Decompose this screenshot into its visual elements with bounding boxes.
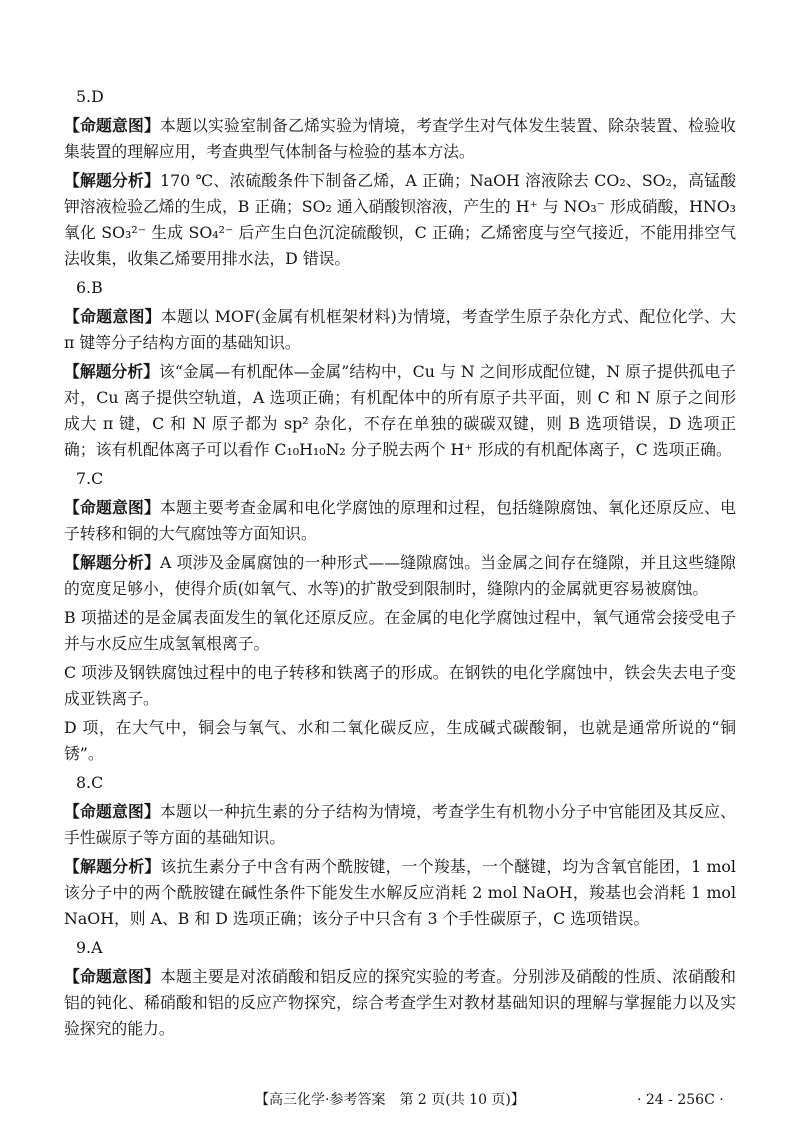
paragraph (64, 113, 736, 165)
question-number: 6.B (76, 278, 103, 297)
section-tag: 【命题意图】 (64, 307, 161, 326)
paragraph (64, 854, 736, 932)
section-tag: 【解题分析】 (64, 362, 159, 381)
paragraph-text: A 项涉及金属腐蚀的一种形式——缝隙腐蚀。当金属之间存在缝隙，并且这些缝隙的宽度足够小，使得介质(如氧气、水等)的扩散受到限制时，缝隙内的金属就更容易被腐蚀。 (64, 553, 736, 598)
section-tag: 【命题意图】 (64, 802, 161, 821)
answer-content (64, 84, 736, 1045)
section-tag: 【命题意图】 (64, 498, 161, 517)
paragraph (64, 550, 736, 602)
paragraph (64, 168, 736, 272)
paragraph (64, 715, 736, 767)
paragraph-text: 本题以 MOF(金属有机框架材料)为情境，考查学生原子杂化方式、配位化学、大 π 键等分子结构方面的基础知识。 (64, 307, 736, 352)
paragraph-text: 本题以实验室制备乙烯实验为情境，考查学生对气体发生装置、除杂装置、检验收集装置的理解应用，考查典型气体制备与检验的基本方法。 (64, 116, 736, 161)
section-tag: 【命题意图】 (64, 967, 161, 986)
paragraph (64, 660, 736, 712)
paragraph (64, 605, 736, 657)
paragraph (64, 799, 736, 851)
paragraph-text: 该抗生素分子中含有两个酰胺键，一个羧基，一个醚键，均为含氧官能团，1 mol 该分子中的两个酰胺键在碱性条件下能发生水解反应消耗 2 mol NaOH，羧基也会消耗 1 mol NaOH，则 A、B 和 D 选项正确；该分子中只含有 3 个手性碳原子，C 选项错误。 (64, 857, 736, 928)
paragraph-text: D 项，在大气中，铜会与氧气、水和二氧化碳反应，生成碱式碳酸铜，也就是通常所说的“铜锈”。 (64, 718, 736, 763)
paragraph (64, 964, 736, 1042)
question-number: 7.C (76, 469, 104, 488)
footer-page-info: 【高三化学·参考答案 第 2 页(共 10 页)】 (255, 1092, 525, 1108)
question-number: 9.A (76, 938, 103, 957)
paragraph-text: 该“金属—有机配体—金属”结构中，Cu 与 N 之间形成配位键，N 原子提供孤电子对，Cu 离子提供空轨道，A 选项正确；有机配体中的所有原子共平面，则 C 和 N 原子之间形成大 π 键，C 和 N 原子都为 sp² 杂化，不存在单独的碳碳双键，则 B 选项错误，D 选项正确；该有机配体离子可以看作 C₁₀H₁₀N₂ 分子脱去两个 H⁺ 形成的有机配体离子，C 选项正确。 (64, 362, 736, 459)
question-number: 8.C (76, 773, 104, 792)
paragraph-text: B 项描述的是金属表面发生的氧化还原反应。在金属的电化学腐蚀过程中，氧气通常会接受电子并与水反应生成氢氧根离子。 (64, 608, 736, 653)
paragraph-text: C 项涉及钢铁腐蚀过程中的电子转移和铁离子的形成。在钢铁的电化学腐蚀中，铁会失去电子变成亚铁离子。 (64, 663, 736, 708)
section-tag: 【命题意图】 (64, 116, 161, 135)
paragraph (64, 304, 736, 356)
section-tag: 【解题分析】 (64, 857, 161, 876)
section-tag: 【解题分析】 (64, 553, 160, 572)
question-number: 5.D (76, 87, 104, 106)
footer-paper-code: · 24 - 256C · (637, 1092, 724, 1108)
paragraph (64, 359, 736, 463)
paragraph-text: 170 ℃、浓硫酸条件下制备乙烯，A 正确；NaOH 溶液除去 CO₂、SO₂，高锰酸钾溶液检验乙烯的生成，B 正确；SO₂ 通入硝酸钡溶液，产生的 H⁺ 与 NO₃⁻ 形成硝酸，HNO₃ 氧化 SO₃²⁻ 生成 SO₄²⁻ 后产生白色沉淀硫酸钡，C 正确；乙烯密度与空气接近，不能用排空气法收集，收集乙烯要用排水法，D 错误。 (64, 171, 736, 268)
paragraph-text: 本题主要是对浓硝酸和铝反应的探究实验的考查。分别涉及硝酸的性质、浓硝酸和铝的钝化、稀硝酸和铝的反应产物探究，综合考查学生对教材基础知识的理解与掌握能力以及实验探究的能力。 (64, 967, 736, 1038)
section-tag: 【解题分析】 (64, 171, 161, 190)
paragraph-text: 本题以一种抗生素的分子结构为情境，考查学生有机物小分子中官能团及其反应、手性碳原子等方面的基础知识。 (64, 802, 736, 847)
paragraph-text: 本题主要考查金属和电化学腐蚀的原理和过程，包括缝隙腐蚀、氧化还原反应、电子转移和铜的大气腐蚀等方面知识。 (64, 498, 736, 543)
paragraph (64, 495, 736, 547)
